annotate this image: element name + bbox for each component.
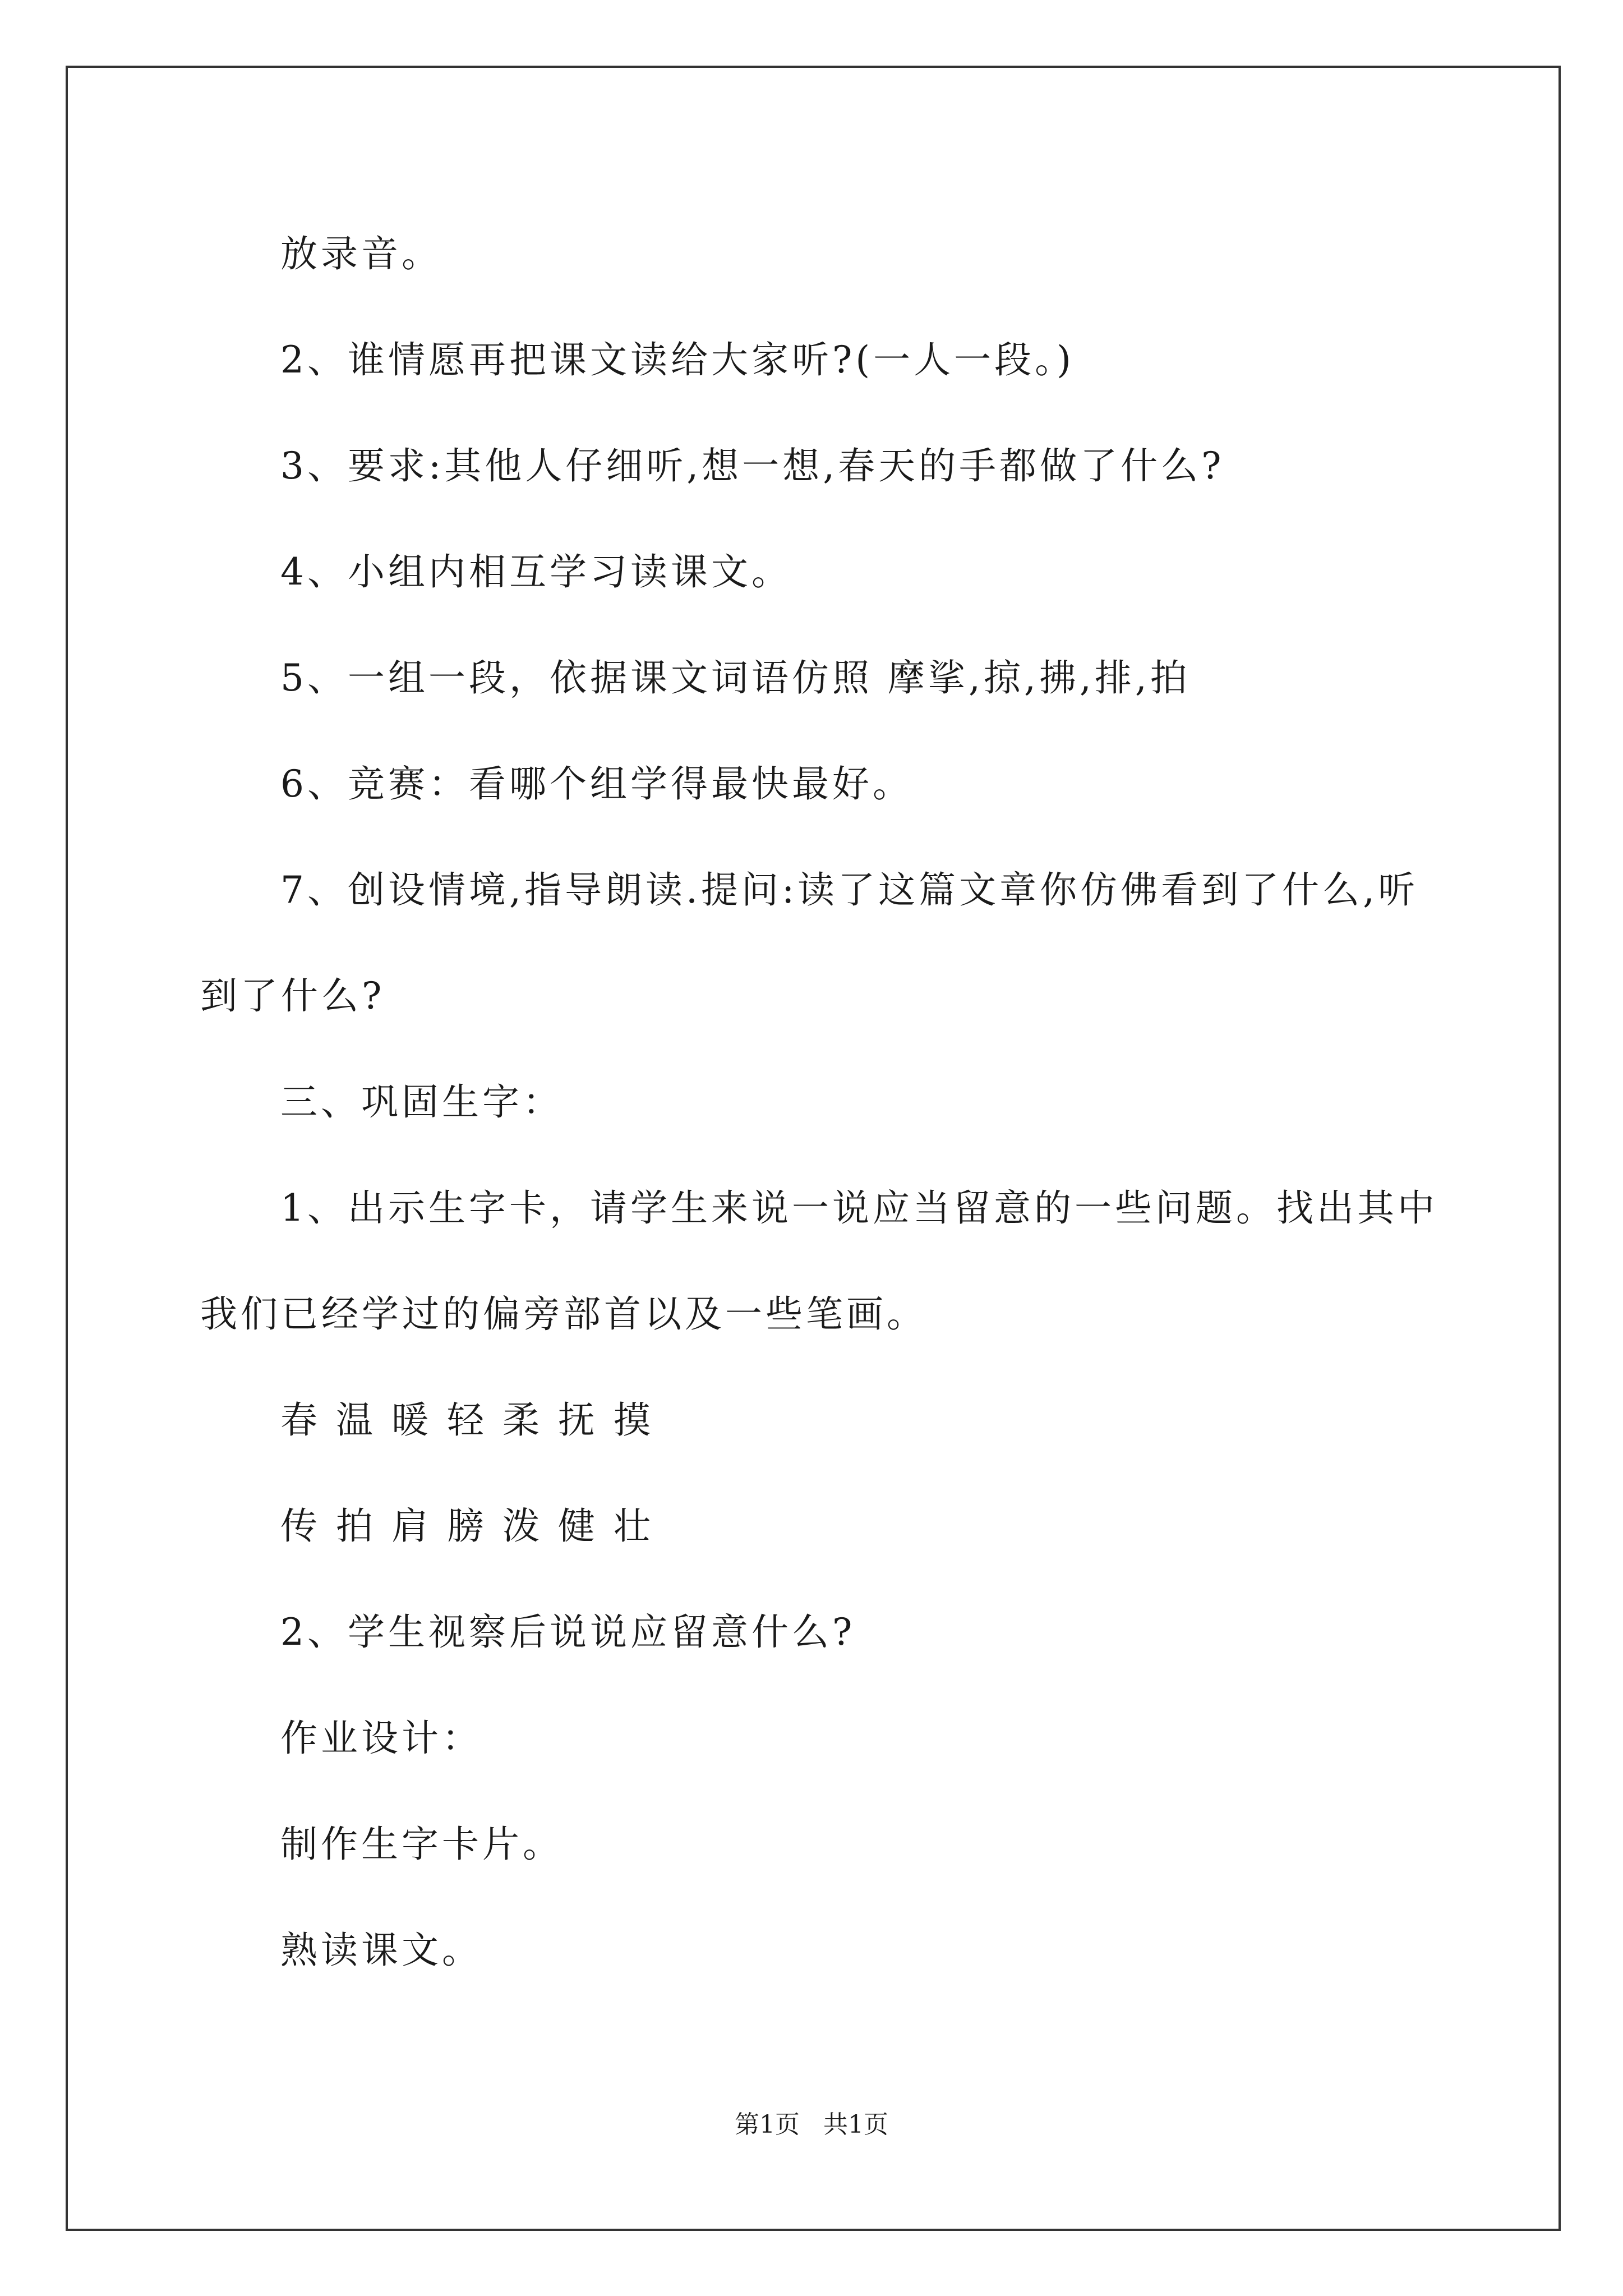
section-heading: 三、巩固生字： — [280, 1080, 563, 1124]
text-line: 制作生字卡片。 — [280, 1823, 563, 1866]
character-list: 春 温 暖 轻 柔 抚 摸 — [280, 1398, 654, 1442]
character-list: 传 拍 肩 膀 泼 健 壮 — [280, 1504, 654, 1548]
text-line: 5、一组一段，依据课文词语仿照 摩挲,掠,拂,排,拍 — [280, 656, 1191, 700]
text-line: 放录音。 — [280, 232, 442, 275]
text-line: 6、竞赛：看哪个组学得最快最好。 — [280, 762, 913, 806]
text-line: 4、小组内相互学习读课文。 — [280, 550, 792, 593]
page-number-footer: 第1页 共1页 — [735, 2110, 888, 2139]
text-line: 3、要求:其他人仔细听,想一想,春天的手都做了什么? — [280, 444, 1225, 487]
text-line: 2、学生视察后说说应留意什么? — [280, 1611, 856, 1654]
section-heading: 作业设计： — [280, 1717, 482, 1760]
text-line: 我们已经学过的偏旁部首以及一些笔画。 — [200, 1292, 927, 1336]
text-line: 到了什么? — [200, 974, 385, 1018]
text-line: 2、谁情愿再把课文读给大家听?(一人一段。) — [280, 338, 1075, 381]
text-line: 熟读课文。 — [280, 1929, 482, 1972]
text-line: 1、出示生字卡，请学生来说一说应当留意的一些问题。找出其中 — [280, 1186, 1438, 1230]
text-line: 7、创设情境,指导朗读.提问:读了这篇文章你仿佛看到了什么,听 — [280, 868, 1419, 912]
page-border — [66, 66, 1561, 2231]
